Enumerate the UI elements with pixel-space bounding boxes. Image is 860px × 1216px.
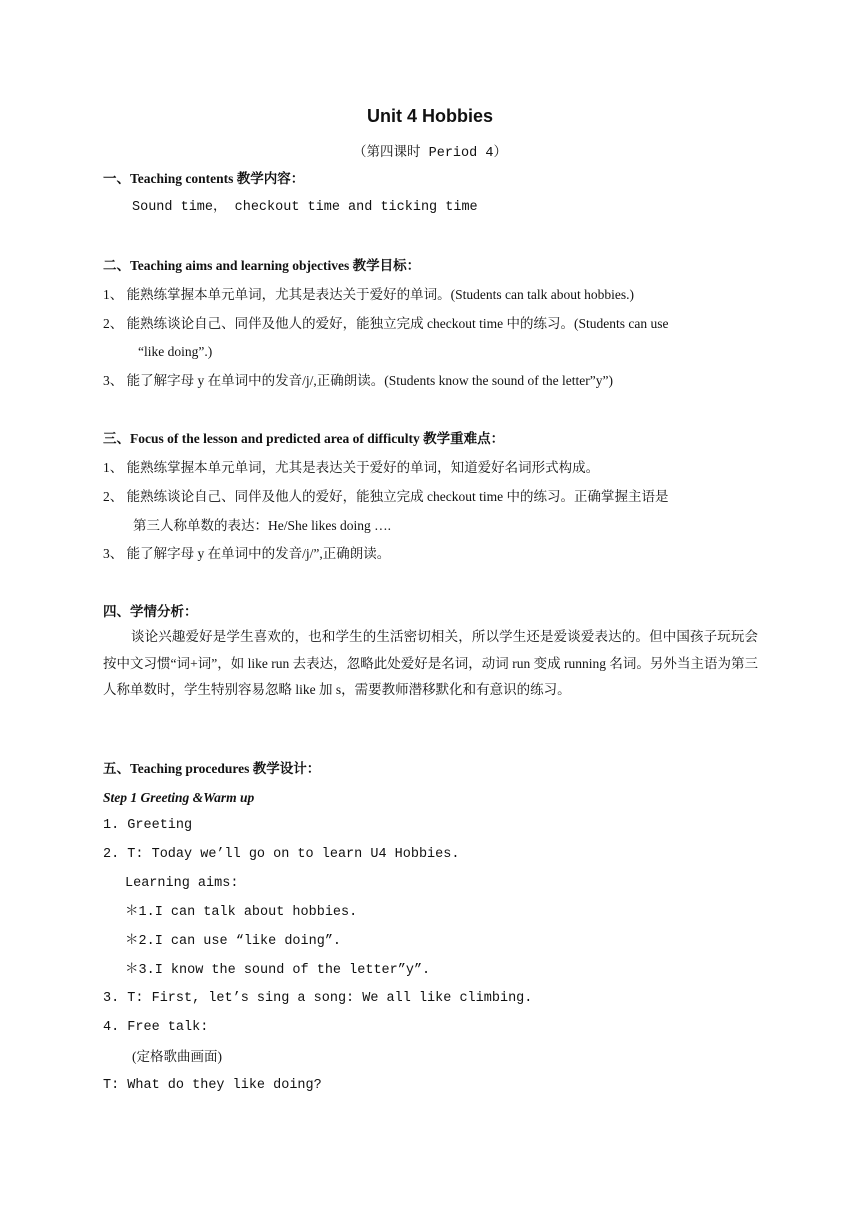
procedure-line-aim-2: ＊2.I can use “like doing”. xyxy=(125,934,342,949)
document-subtitle: （第四课时 Period 4） xyxy=(353,146,507,161)
section-heading-teaching-contents: 一、Teaching contents 教学内容： xyxy=(103,171,305,186)
procedure-line-free-talk: 4. Free talk: xyxy=(103,1020,209,1035)
procedure-line-aim-3: ＊3.I know the sound of the letter”y”. xyxy=(125,963,431,978)
procedure-line-song: 3. T: First, let’s sing a song: We all like climbing. xyxy=(103,991,533,1006)
aim-item-1: 1、 能熟练掌握本单元单词，尤其是表达关于爱好的单词。(Students can talk about hobbies.) xyxy=(103,287,634,302)
document-title: Unit 4 Hobbies xyxy=(366,106,493,126)
focus-item-1: 1、 能熟练掌握本单元单词，尤其是表达关于爱好的单词，知道爱好名词形式构成。 xyxy=(103,460,600,475)
focus-item-2: 2、 能熟练谈论自己、同伴及他人的爱好，能独立完成 checkout time 中的练习。正确掌握主语是 xyxy=(103,489,669,504)
step-1-heading: Step 1 Greeting &Warm up xyxy=(103,790,255,805)
procedure-line-learning-aims: Learning aims: xyxy=(125,876,239,891)
aim-item-2: 2、 能熟练谈论自己、同伴及他人的爱好，能独立完成 checkout time 中的练习。(Students can use xyxy=(103,316,669,331)
procedure-line-question: T: What do they like doing? xyxy=(103,1078,322,1093)
focus-item-3: 3、 能了解字母 y 在单词中的发音/j/”,正确朗读。 xyxy=(103,546,391,561)
section-heading-teaching-aims: 二、Teaching aims and learning objectives 教学目标： xyxy=(103,258,421,273)
procedure-line-greeting: 1. Greeting xyxy=(103,818,193,833)
procedure-line-today: 2. T: Today we’ll go on to learn U4 Hobbies. xyxy=(103,847,460,862)
section-heading-procedures: 五、Teaching procedures 教学设计： xyxy=(103,761,321,776)
teaching-contents-text: Sound time， checkout time and ticking time xyxy=(132,200,478,215)
analysis-paragraph: 谈论兴趣爱好是学生喜欢的，也和学生的生活密切相关，所以学生还是爱谈爱表达的。但中国孩子玩玩会按中文习惯“词+词”，如 like run 去表达，忽略此处爱好是名词，动词 run 变成 running 名词。另外当主语为第三人称单数时，学生特别容易忽略 like 加 s，需要教师潜移默化和有意识的练习。 xyxy=(103,629,758,697)
procedure-line-aim-1: ＊1.I can talk about hobbies. xyxy=(125,905,358,920)
section-heading-focus: 三、Focus of the lesson and predicted area of difficulty 教学重难点： xyxy=(103,431,505,446)
section-heading-analysis: 四、学情分析： xyxy=(103,604,198,619)
procedure-line-freeze-frame: (定格歌曲画面) xyxy=(132,1049,222,1064)
aim-item-2-continued: “like doing”.) xyxy=(138,344,213,359)
aim-item-3: 3、 能了解字母 y 在单词中的发音/j/,正确朗读。(Students know the sound of the letter”y”) xyxy=(103,373,613,388)
focus-item-2-continued: 第三人称单数的表达：He/She likes doing …. xyxy=(133,518,391,533)
